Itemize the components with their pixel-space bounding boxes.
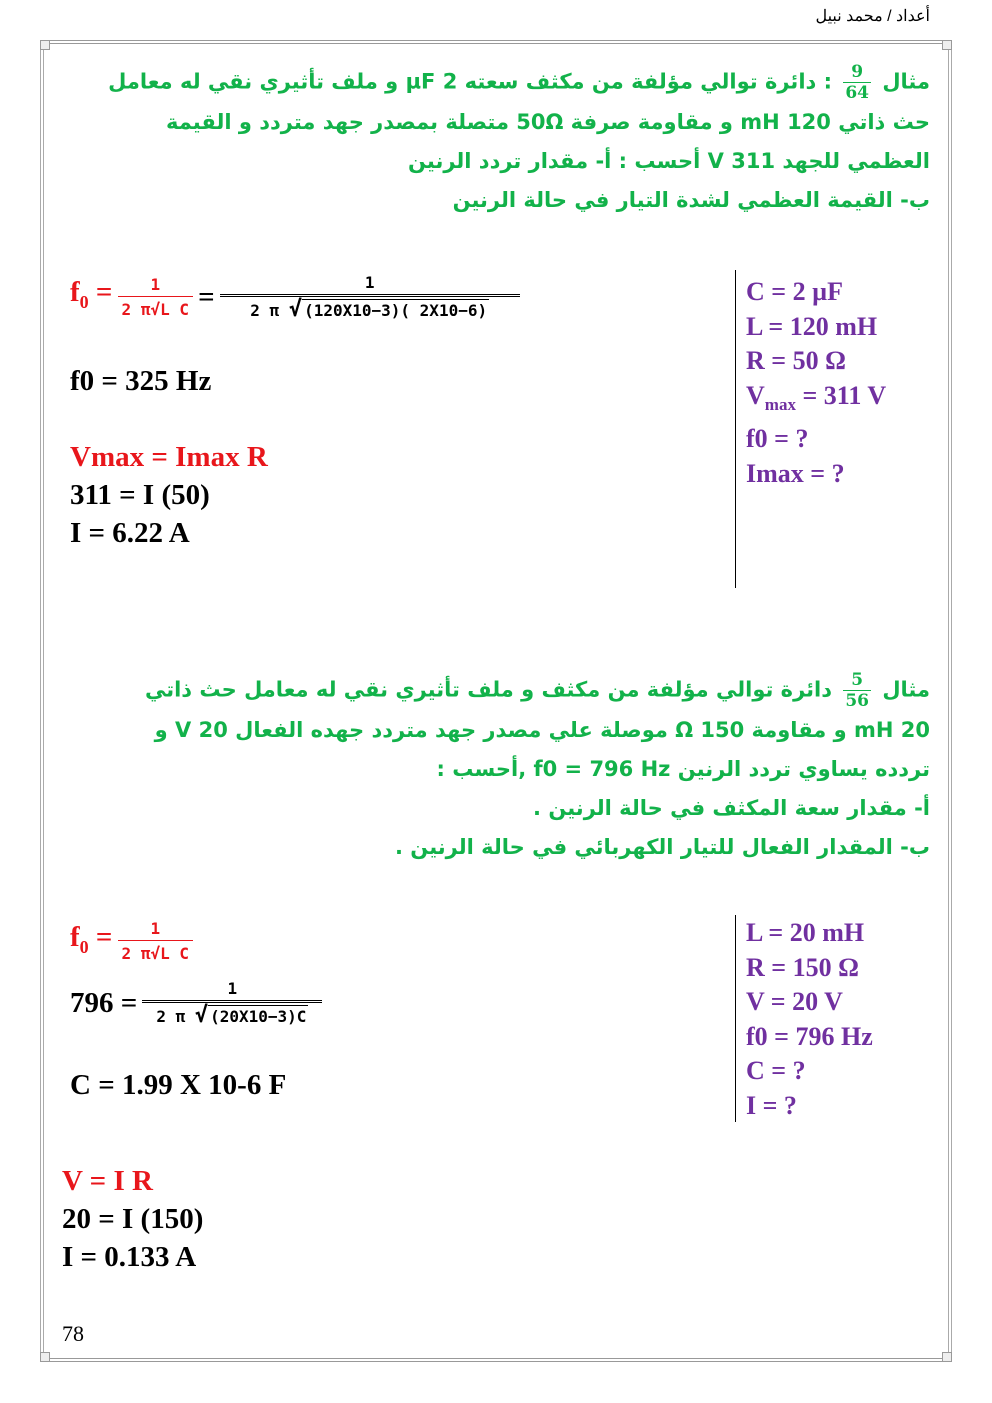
radicand: (120X10−3)( 2X10−6) [304,301,488,320]
example1-line4: ب- القيمة العظمي لشدة التيار في حالة الرنين [452,188,930,212]
example2-current-work [62,1162,203,1276]
example1-num: 9 [851,62,864,82]
frame-corner [942,40,952,50]
f0-fraction [118,918,193,965]
given-item: V = 20 V [746,987,843,1016]
example1-work [70,362,268,552]
given-item: C = 2 µF [746,277,843,306]
given-divider [735,270,736,588]
example1-given [746,275,886,491]
example2-given [746,916,873,1123]
frame-corner [942,1352,952,1362]
result-c-text: C = 1.99 X 10-6 F [70,1069,287,1101]
example1-f0-formula [70,272,520,322]
fraction-denominator: 2 π √ (20X10−3)C [142,1000,322,1028]
frame-corner [40,40,50,50]
example2-line4: أ- مقدار سعة المكثف في حالة الرنين . [533,796,930,820]
example2-num: 5 [851,670,864,690]
example2-label: مثال [882,677,930,702]
substitution-fraction [142,978,322,1028]
example2-statement [60,670,930,867]
given-item: L = 120 mH [746,311,878,341]
example2-line5: ب- المقدار الفعال للتيار الكهربائي في حالة الرنين . [395,835,930,859]
example2-den: 56 [845,691,869,711]
given-item: f0 = 796 Hz [746,1021,873,1051]
example2-f0-formula [70,918,193,966]
f0-symbol: $f_0$ = [70,921,113,957]
example2-line2: 20 mH و مقاومة Ω 150 موصلة علي مصدر جهد متردد جهده الفعال 20 V و [154,718,930,742]
step-equation: 311 = I (50) [70,479,210,511]
given-divider [735,915,736,1122]
result-f0: f0 = 325 Hz [70,365,212,397]
f0-fraction [118,274,193,321]
given-vmax-value: 311 V [823,380,887,410]
given-item: Imax = ? [746,458,845,488]
example2-line3: تردده يساوي تردد الرنين f0 = 796 Hz ,أحسب : [436,757,930,781]
example1-statement [60,62,930,220]
fraction-numerator: 1 [364,273,375,292]
given-item: I = ? [746,1090,797,1120]
example1-den: 64 [845,83,869,103]
given-item: R = 150 Ω [746,952,859,982]
fraction-numerator: 1 [150,919,161,939]
two-pi: 2 π [156,1007,186,1026]
fraction-numerator: 1 [227,979,238,998]
example2-line1 [60,670,930,711]
two-pi: 2 π [250,301,280,320]
fraction-numerator: 1 [150,274,161,294]
fraction-denominator: 2 π√L C [118,296,193,321]
eq-left: 796 = [70,987,138,1019]
vmax-equation: Vmax = Imax R [70,441,268,473]
given-item: f0 = ? [746,424,809,454]
example1-number [843,62,871,103]
result-current: I = 6.22 A [70,517,190,549]
page-number: 78 [62,1321,84,1346]
example1-line1 [60,62,930,103]
example1-line3: العظمي للجهد 311 V أحسب : أ- مقدار تردد الرنين [407,149,930,173]
fraction-denominator: 2 π √ (120X10−3)( 2X10−6) [220,294,520,322]
step-equation: 20 = I (150) [62,1203,204,1235]
substitution-fraction [220,272,520,322]
given-item: $V_{max} = 311$ V [746,380,887,414]
fraction-denominator: 2 π√L C [118,940,193,965]
example2-substitution [70,978,322,1028]
example2-number [843,670,871,711]
result-current: I = 0.133 A [62,1241,197,1273]
example1-line2: حث ذاتي 120 mH و مقاومة صرفة 50Ω متصلة بمصدر جهد متردد و القيمة [165,110,930,134]
frame-corner [40,1352,50,1362]
given-item: L = 20 mH [746,918,865,947]
ohm-law-equation: V = I R [62,1165,153,1197]
example1-label: مثال [882,69,930,94]
header-author: أعداد / محمد نبيل [815,8,930,25]
equals-sign: = [198,281,215,313]
example1-line1-text: : دائرة توالي مؤلفة من مكثف سعته 2 µF و ملف تأثيري نقي له معامل [108,69,833,94]
example2-line1-text: دائرة توالي مؤلفة من مكثف و ملف تأثيري نقي له معامل حث ذاتي [144,677,833,702]
f0-symbol: $f_0$ = [70,276,113,312]
given-item: C = ? [746,1056,806,1085]
result-capacitance [70,1066,286,1104]
given-item: R = 50 Ω [746,346,846,375]
radicand: (20X10−3)C [210,1007,307,1026]
